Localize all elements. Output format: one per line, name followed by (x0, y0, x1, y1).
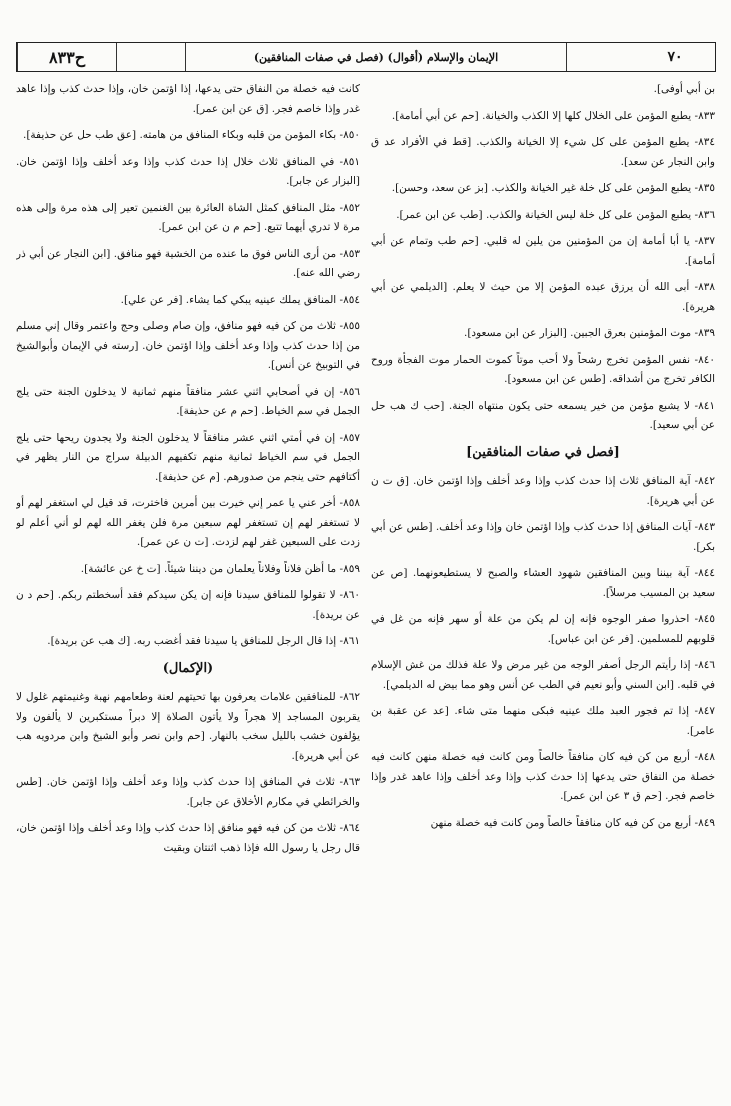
hadith-entry: ٨٤٥- احذروا صفر الوجوه فإنه إن لم يكن من علة أو سهر فإنه من غل في قلوبهم للمسلمين. [فر عن ابن عباس]. (371, 613, 715, 645)
hadith-entry: ٨٥٩- ما أظن فلاناً وفلاناً يعلمان من ديننا شيئاً. [ت خ عن عائشة]. (80, 562, 360, 575)
hadith-entry: ٨٥٦- إن في أصحابي اثني عشر منافقاً منهم ثمانية لا يدخلون الجنة حتى يلج الجمل في سم الخياط. [حم م عن حذيفة]. (16, 385, 360, 417)
hadith-entry: ٨٤٧- إذا تم فجور العبد ملك عينيه فبكى منهما متى شاء. [عد عن عقبة بن عامر]. (371, 705, 715, 737)
hadith-entry: ٨٤٦- إذا رأيتم الرجل أصفر الوجه من غير مرض ولا علة فذلك من غش الإسلام في قلبه. [ابن السني وأبو نعيم في الطب عن أنس وهو مما بيض له الديلمي]. (371, 659, 715, 691)
hadith-entry: ٨٥٢- مثل المنافق كمثل الشاة العائرة بين الغنمين تعير إلى هذه مرة وإلى هذه مرة لا تدري أيهما تتبع. [حم م ن عن ابن عمر]. (16, 201, 360, 233)
right-column (371, 80, 715, 1100)
hadith-entry: ٨٤٢- آية المنافق ثلاث إذا حدث كذب وإذا وعد أخلف وإذا اؤتمن خان. [ق ت ن عن أبي هريرة]. (371, 475, 715, 507)
hadith-entry: ٨٦١- إذا قال الرجل للمنافق يا سيدنا فقد أغضب ربه. [ك هب عن بريدة]. (47, 635, 360, 647)
hadith-entry: ٨٣٤- يطبع المؤمن على كل شيء إلا الخيانة والكذب. [قط في الأفراد عد ق وابن النجار عن سعد]. (371, 136, 715, 168)
hadith-entry: ٨٦٢- للمنافقين علامات يعرفون بها تحيتهم لعنة وطعامهم نهبة وغنيمتهم غلول لا يقربون المساجد إلا هجراً ولا يأتون الصلاة إلا دبراً مستكبرين لا يألفون ولا يؤلفون خشب بالليل سخب بالنهار. [حم وابن نصر وأبو الشيخ وابن مردويه هب عن أبي هريرة]. (16, 691, 360, 762)
hadith-entry: ٨٦٠- لا تقولوا للمنافق سيدنا فإنه إن يكن سيدكم فقد أسخطتم ربكم. [حم د ن عن بريدة]. (16, 589, 360, 621)
hadith-range: ح٨٣٣ (17, 43, 116, 71)
hadith-entry: ٨٣٩- موت المؤمنين بعرق الجبين. [البزار عن ابن مسعود]. (463, 327, 715, 339)
hadith-entry: ٨٥٣- من أرى الناس فوق ما عنده من الخشية فهو منافق. [ابن النجار عن أبي ذر رضي الله عنه]. (16, 247, 360, 279)
section-heading: [فصل في صفات المنافقين] (466, 444, 620, 460)
hadith-entry: ٨٤١- لا يشبع مؤمن من خير يسمعه حتى يكون منتهاه الجنة. [حب ك هب حل عن أبي سعيد]. (371, 399, 715, 431)
left-column (16, 80, 360, 1100)
section-heading: (الإكمال) (162, 660, 214, 676)
hadith-entry: ٨٤٨- أربع من كن فيه كان منافقاً خالصاً ومن كانت فيه خصلة منهن كانت فيه خصلة من النفاق حتى يدعها إذا حدث كذب وإذا وعد أخلف وإذا عاهد غدر وإذا خاصم فجر. [حم ق ٣ عن ابن عمر]. (371, 751, 715, 802)
hadith-entry: ٨٥٠- بكاء المؤمن من قلبه وبكاء المنافق من هامته. [عق طب حل عن حذيفة]. (22, 129, 360, 141)
header-blank-cell (116, 43, 185, 71)
hadith-entry: ٨٤٤- آية بيننا وبين المنافقين شهود العشاء والصبح لا يستطيعونهما. [ص عن سعيد بن المسيب مرسلاً]. (371, 567, 715, 599)
hadith-entry: بن أبي أوفى]. (653, 83, 715, 95)
hadith-entry: ٨٣٧- يا أبا أمامة إن من المؤمنين من يلين له قلبي. [حم طب وتمام عن أبي أمامة]. (371, 235, 715, 267)
hadith-entry: ٨٤٩- أربع من كن فيه كان منافقاً خالصاً ومن كانت فيه خصلة منهن (430, 816, 715, 829)
page-number: ٧٠ (667, 49, 683, 65)
hadith-entry: ٨٤٣- آيات المنافق إذا حدث كذب وإذا اؤتمن خان وإذا وعد أخلف. [طس عن أبي بكر]. (371, 521, 715, 553)
section-title: الإيمان والإسلام (أقوال) (فصل في صفات المنافقين) (185, 43, 566, 71)
page-header (16, 42, 716, 72)
hadith-entry: ٨٥٥- ثلاث من كن فيه فهو منافق، وإن صام وصلى وحج واعتمر وقال إني مسلم من إذا حدث كذب وإذا وعد أخلف وإذا اؤتمن خان. [رسته في الإيمان وأبوالشيخ في التوبيخ عن أنس]. (16, 320, 360, 371)
hadith-entry: ٨٣٨- أبى الله أن يرزق عبده المؤمن إلا من حيث لا يعلم. [الديلمي عن أبي هريرة]. (371, 281, 715, 313)
hadith-entry: ٨٣٣- يطبع المؤمن على الخلال كلها إلا الكذب والخيانة. [حم عن أبي أمامة]. (391, 109, 715, 122)
hadith-entry: ٨٥٤- المنافق يملك عينيه يبكي كما يشاء. [فر عن علي]. (120, 293, 360, 306)
hadith-entry: كانت فيه خصلة من النفاق حتى يدعها، إذا اؤتمن خان، وإذا حدث كذب وإذا عاهد غدر وإذا خاصم فجر. [ق عن ابن عمر]. (16, 83, 360, 115)
hadith-entry: ٨٥٧- إن في أمتي اثني عشر منافقاً لا يدخلون الجنة ولا يجدون ريحها حتى يلج الجمل في سم الخياط ثمانية منهم تكفيهم الدبيلة سراج من النار يظهر في أكتافهم حتى ينجم من صدورهم. [م عن حذيفة]. (16, 431, 360, 483)
hadith-entry: ٨٥١- في المنافق ثلاث خلال إذا حدث كذب وإذا وعد أخلف وإذا اؤتمن خان. [البزار عن جابر]. (16, 155, 360, 187)
hadith-entry: ٨٦٣- ثلاث في المنافق إذا حدث كذب وإذا وعد أخلف وإذا اؤتمن خان. [طس والخرائطي في مكارم الأخلاق عن جابر]. (16, 776, 360, 808)
hadith-entry: ٨٤٠- نفس المؤمن تخرج رشحاً ولا أحب موتاً كموت الحمار موت الفجأة وروح الكافر تخرج من أشداقه. [طس عن ابن مسعود]. (371, 353, 715, 385)
hadith-entry: ٨٥٨- أخر عني يا عمر إني خيرت بين أمرين فاخترت، قد قيل لي استغفر لهم أو لا تستغفر لهم إن تستغفر لهم سبعين مرة فلن يغفر الله لهم لو أني أعلم لو زدت على السبعين غفر لهم لزدت. [ت ن عن عمر]. (16, 497, 360, 548)
hadith-entry: ٨٦٤- ثلاث من كن فيه فهو منافق إذا حدث كذب وإذا وعد أخلف وإذا اؤتمن خان، قال رجل يا رسول الله فإذا ذهب اثنتان وبقيت (16, 822, 360, 854)
hadith-entry: ٨٣٥- يطبع المؤمن على كل خلة غير الخيانة والكذب. [بز عن سعد، وحسن]. (391, 182, 715, 194)
header-blank-cell (566, 43, 635, 71)
hadith-entry: ٨٣٦- يطبع المؤمن على كل خلة ليس الخيانة والكذب. [طب عن ابن عمر]. (396, 208, 715, 221)
